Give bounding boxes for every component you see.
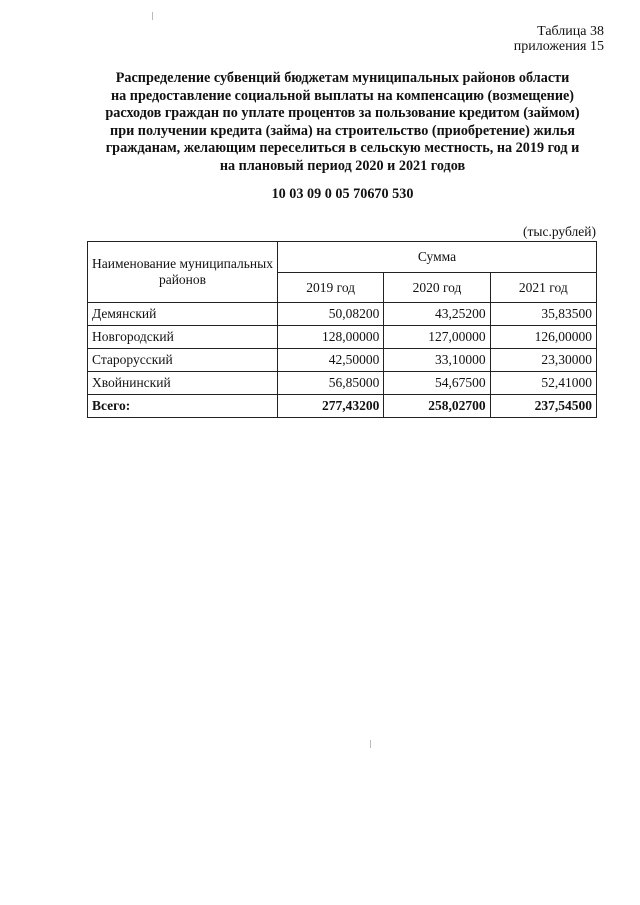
amount-2020: 127,00000 xyxy=(384,326,490,349)
district-name: Хвойнинский xyxy=(88,372,278,395)
district-name: Новгородский xyxy=(88,326,278,349)
total-2020: 258,02700 xyxy=(384,395,490,418)
district-name: Старорусский xyxy=(88,349,278,372)
document-title xyxy=(60,70,625,176)
amount-2021: 52,41000 xyxy=(490,372,596,395)
column-header-name: Наименование муниципальных районов xyxy=(88,242,278,303)
appendix-reference xyxy=(514,24,604,54)
amount-2021: 126,00000 xyxy=(490,326,596,349)
distribution-table xyxy=(87,241,597,418)
amount-2019: 128,00000 xyxy=(278,326,384,349)
table-header-row xyxy=(88,242,597,273)
amount-2019: 50,08200 xyxy=(278,303,384,326)
title-line: при получении кредита (займа) на строительство (приобретение) жилья xyxy=(110,122,575,139)
title-line: Распределение субвенций бюджетам муниципальных районов области xyxy=(115,70,570,86)
amount-2019: 42,50000 xyxy=(278,349,384,372)
table-total-row xyxy=(88,395,597,418)
total-2019: 277,43200 xyxy=(278,395,384,418)
column-header-2020: 2020 год xyxy=(384,273,490,303)
amount-2021: 23,30000 xyxy=(490,349,596,372)
amount-2020: 33,10000 xyxy=(384,349,490,372)
amount-2019: 56,85000 xyxy=(278,372,384,395)
appendix-number: приложения 15 xyxy=(513,39,604,54)
scan-mark-bottom xyxy=(370,740,371,748)
total-2021: 237,54500 xyxy=(490,395,596,418)
table-row xyxy=(88,372,597,395)
total-label: Всего: xyxy=(88,395,278,418)
column-header-2021: 2021 год xyxy=(490,273,596,303)
column-header-2019: 2019 год xyxy=(278,273,384,303)
table-row xyxy=(88,326,597,349)
table-row xyxy=(88,349,597,372)
table-row xyxy=(88,303,597,326)
units-label: (тыс.рублей) xyxy=(523,224,596,239)
amount-2020: 54,67500 xyxy=(384,372,490,395)
budget-classification-code: 10 03 09 0 05 70670 530 xyxy=(271,186,414,202)
title-line: расходов граждан по уплате процентов за пользование кредитом (займом) xyxy=(105,105,580,122)
appendix-table-number: Таблица 38 xyxy=(537,24,604,39)
district-name: Демянский xyxy=(88,303,278,326)
amount-2021: 35,83500 xyxy=(490,303,596,326)
title-line: на плановый период 2020 и 2021 годов xyxy=(219,157,466,174)
scan-mark-top xyxy=(152,12,153,20)
title-line: гражданам, желающим переселиться в сельскую местность, на 2019 год и xyxy=(105,140,580,157)
column-header-sum: Сумма xyxy=(278,242,597,273)
amount-2020: 43,25200 xyxy=(384,303,490,326)
title-line: на предоставление социальной выплаты на компенсацию (возмещение) xyxy=(110,87,575,104)
